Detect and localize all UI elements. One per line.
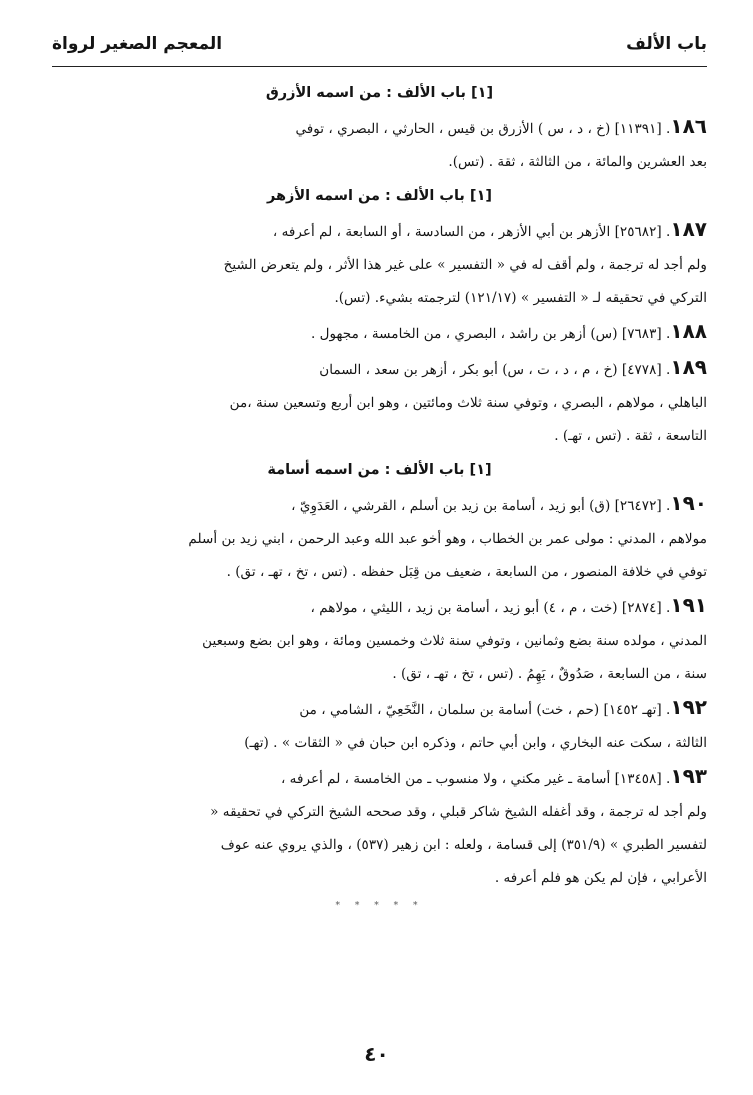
entry-line: ١٨٨. [٧٦٨٣] (س) أزهر بن راشد ، البصري ، من الخامسة ، مجهول .: [311, 319, 707, 343]
entry-text: [٢٦٤٧٢] (ق) أبو زيد ، أسامة بن زيد بن أسلم ، القرشي ، العَدَوِيّ ،: [291, 498, 662, 514]
entry-line: المدني ، مولده سنة بضع وثمانين ، وتوفي سنة ثلاث وخمسين ومائة ، وهو ابن بضع وسبعين: [202, 633, 707, 649]
biography-entry: [52, 589, 707, 691]
header-book-title: المعجم الصغير لرواة: [52, 34, 223, 54]
entry-number: ١٨٧: [670, 217, 707, 241]
entry-line: الأعرابي ، فإن لم يكن هو فلم أعرفه .: [494, 870, 707, 886]
running-header: [52, 22, 707, 67]
entry-text: [١٣٤٥٨] أسامة ـ غير مكني ، ولا منسوب ـ من الخامسة ، لم أعرفه ،: [280, 771, 662, 787]
entry-line: مولاهم ، المدني : مولى عمر بن الخطاب ، وهو أخو عبد الله وعبد الرحمن ، ابني زيد بن أسلم: [188, 531, 707, 547]
biography-entry: [52, 351, 707, 453]
entry-text: [تهـ ١٤٥٢] (حم ، خت) أسامة بن سلمان ، النَّخَعِيّ ، الشامي ، من: [299, 702, 662, 718]
entry-number: ١٩٣: [670, 764, 707, 788]
entry-line: ١٩٣. [١٣٤٥٨] أسامة ـ غير مكني ، ولا منسوب ـ من الخامسة ، لم أعرفه ،: [280, 764, 707, 788]
biography-entry: [52, 691, 707, 760]
end-ornament: * * * * *: [335, 901, 424, 911]
page-body: [52, 76, 707, 915]
section-title: [١] باب الألف : من اسمه الأزرق: [265, 85, 494, 101]
entry-line: ١٩٠. [٢٦٤٧٢] (ق) أبو زيد ، أسامة بن زيد بن أسلم ، القرشي ، العَدَوِيّ ،: [291, 491, 707, 515]
entry-number: ١٨٦: [670, 114, 707, 138]
entry-line: الثالثة ، سكت عنه البخاري ، وابن أبي حاتم ، وذكره ابن حبان في « الثقات » . (تهـ): [244, 735, 707, 751]
biography-entry: [52, 110, 707, 179]
entry-line: لتفسير الطبري » (٣٥١/٩) إلى قسامة ، ولعله : ابن زهير (٥٣٧) ، والذي يروي عنه عوف: [220, 837, 707, 853]
entry-line: سنة ، من السابعة ، صَدُوقٌ ، يَهِمُ . (تس ، تخ ، تهـ ، تق) .: [392, 666, 707, 682]
entry-line: ١٨٩. [٤٧٧٨] (خ ، م ، د ، ت ، س) أبو بكر ، أزهر بن سعد ، السمان: [319, 355, 707, 379]
entry-line: ولم أجد له ترجمة ، ولم أقف له في « التفسير » على غير هذا الأثر ، ولم يتعرض الشيخ: [223, 257, 707, 273]
biography-entry: [52, 760, 707, 895]
entry-line: الباهلي ، مولاهم ، البصري ، وتوفي سنة ثلاث ومائتين ، وهو ابن أربع وتسعين سنة ،من: [229, 395, 707, 411]
entry-line: ولم أجد له ترجمة ، وقد أغفله الشيخ شاكر قبلي ، وقد صححه الشيخ التركي في تحقيقه «: [210, 804, 707, 820]
entry-line: ١٨٦. [١١٣٩١] (خ ، د ، س ) الأزرق بن قيس ، الحارثي ، البصري ، توفي: [295, 114, 707, 138]
entry-line: التركي في تحقيقه لـ « التفسير » (١٢١/١٧) لترجمته بشيء. (تس).: [334, 290, 707, 306]
entry-line: التاسعة ، ثقة . (تس ، تهـ) .: [554, 428, 707, 444]
entry-line: ١٩١. [٢٨٧٤] (خت ، م ، ٤) أبو زيد ، أسامة بن زيد ، الليثي ، مولاهم ،: [310, 593, 707, 617]
entry-text: [١١٣٩١] (خ ، د ، س ) الأزرق بن قيس ، الحارثي ، البصري ، توفي: [295, 121, 662, 137]
entry-number: ١٨٩: [670, 355, 707, 379]
page-number: ٤٠: [364, 1042, 389, 1066]
header-chapter-title: باب الألف: [626, 34, 707, 54]
entry-number: ١٨٨: [670, 319, 707, 343]
entry-number: ١٩٢: [670, 695, 707, 719]
biography-entry: [52, 487, 707, 589]
entry-text: [٢٨٧٤] (خت ، م ، ٤) أبو زيد ، أسامة بن زيد ، الليثي ، مولاهم ،: [310, 600, 662, 616]
entry-number: ١٩٠: [670, 491, 707, 515]
biography-entry: [52, 315, 707, 351]
entry-line: ١٨٧. [٢٥٦٨٢] الأزهر بن أبي الأزهر ، من السادسة ، أو السابعة ، لم أعرفه ،: [272, 217, 707, 241]
entry-line: توفي في خلافة المنصور ، من السابعة ، ضعيف من قِبَل حفظه . (تس ، تخ ، تهـ ، تق) .: [226, 564, 707, 580]
entry-text: [٧٦٨٣] (س) أزهر بن راشد ، البصري ، من الخامسة ، مجهول .: [311, 326, 662, 342]
entry-text: [٢٥٦٨٢] الأزهر بن أبي الأزهر ، من السادسة ، أو السابعة ، لم أعرفه ،: [272, 224, 662, 240]
biography-entry: [52, 213, 707, 315]
section-title: [١] باب الألف : من اسمه الأزهر: [266, 188, 493, 204]
entry-text: [٤٧٧٨] (خ ، م ، د ، ت ، س) أبو بكر ، أزهر بن سعد ، السمان: [319, 362, 662, 378]
entry-line: ١٩٢. [تهـ ١٤٥٢] (حم ، خت) أسامة بن سلمان ، النَّخَعِيّ ، الشامي ، من: [299, 695, 707, 719]
section-title: [١] باب الألف : من اسمه أسامة: [267, 462, 492, 478]
entry-number: ١٩١: [670, 593, 707, 617]
entry-line: بعد العشرين والمائة ، من الثالثة ، ثقة . (تس).: [448, 154, 707, 170]
